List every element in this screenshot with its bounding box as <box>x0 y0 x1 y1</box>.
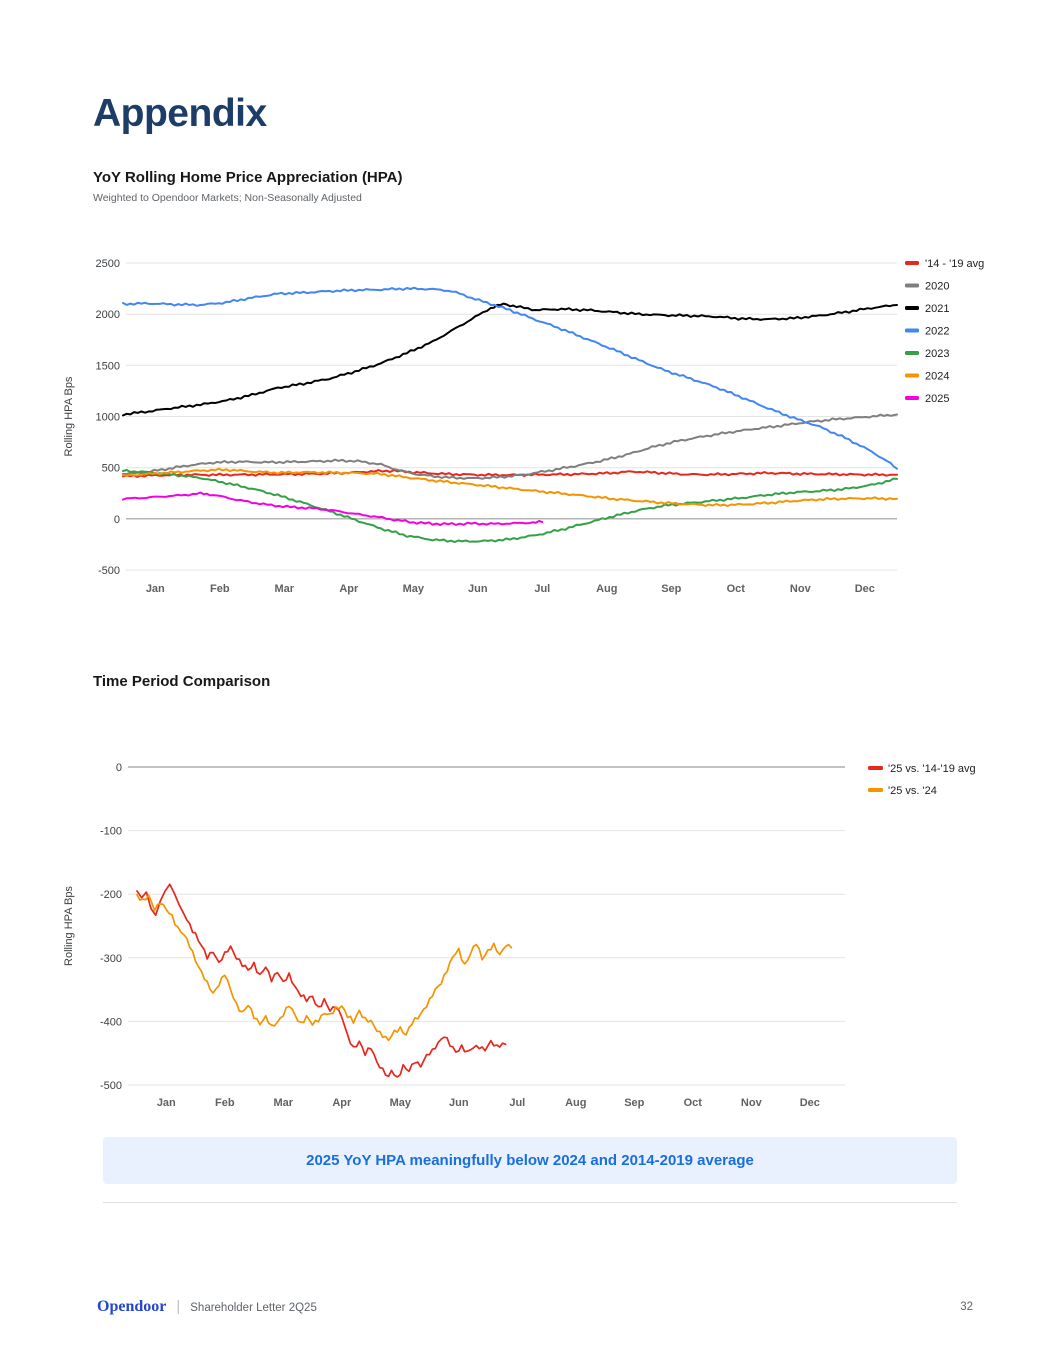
x-tick-label: Jun <box>468 583 488 595</box>
y-tick-label: -100 <box>99 825 122 838</box>
legend-label: 2022 <box>925 325 950 338</box>
y-tick-label: 0 <box>113 513 120 526</box>
series-line-25-vs-14-19-avg <box>137 884 506 1077</box>
x-tick-label: Feb <box>215 1097 235 1109</box>
legend-swatch <box>905 351 919 355</box>
x-tick-label: Sep <box>624 1097 645 1109</box>
x-tick-label: Aug <box>596 583 618 595</box>
legend-swatch <box>905 284 919 288</box>
chart1-subtitle: Weighted to Opendoor Markets; Non-Seasonally Adjusted <box>93 192 362 204</box>
y-tick-label: 2500 <box>95 258 120 270</box>
legend-label: 2020 <box>925 280 950 293</box>
x-tick-label: Apr <box>332 1097 352 1109</box>
x-tick-label: Nov <box>740 1097 762 1109</box>
x-tick-label: Nov <box>789 583 811 595</box>
footer-separator: | <box>176 1298 181 1315</box>
footer <box>97 1298 317 1316</box>
x-tick-label: May <box>389 1097 412 1109</box>
chart2-title: Time Period Comparison <box>93 673 271 690</box>
x-tick-label: Jan <box>145 583 165 595</box>
x-tick-label: Apr <box>339 583 359 595</box>
comparison-line-chart <box>0 740 1055 1130</box>
chart1-title: YoY Rolling Home Price Appreciation (HPA) <box>93 169 403 186</box>
x-tick-label: May <box>402 583 425 595</box>
legend-label: '14 - '19 avg <box>925 258 985 270</box>
legend-swatch <box>868 766 883 770</box>
y-tick-label: 1500 <box>95 360 120 373</box>
series-line-2025 <box>123 493 542 526</box>
x-tick-label: Jul <box>509 1097 526 1109</box>
legend-swatch <box>905 261 919 265</box>
hpa-line-chart <box>0 240 1055 620</box>
series-line-2021 <box>123 304 897 416</box>
y-tick-label: -200 <box>99 889 122 902</box>
legend-label: '25 vs. '24 <box>888 785 937 797</box>
y-tick-label: -500 <box>97 565 120 577</box>
footer-document-title: Shareholder Letter 2Q25 <box>190 1302 317 1314</box>
series-line-2020 <box>123 415 897 479</box>
series-line-25-vs-24 <box>137 895 511 1041</box>
legend-label: '25 vs. '14-'19 avg <box>888 763 976 775</box>
footer-divider <box>103 1202 957 1203</box>
x-tick-label: Jul <box>534 583 551 595</box>
y-axis-title: Rolling HPA Bps <box>63 886 75 966</box>
legend-swatch <box>905 329 919 333</box>
legend-swatch <box>905 396 919 400</box>
legend-label: 2023 <box>925 348 950 360</box>
series-line-2022 <box>123 288 897 469</box>
x-tick-label: Mar <box>274 583 295 595</box>
page-number: 32 <box>960 1301 973 1313</box>
legend-label: 2021 <box>925 303 950 315</box>
y-tick-label: -300 <box>99 952 122 965</box>
y-axis-title: Rolling HPA Bps <box>63 376 75 457</box>
y-tick-label: -400 <box>99 1016 122 1029</box>
x-tick-label: Jan <box>156 1097 176 1109</box>
y-tick-label: 0 <box>115 762 122 774</box>
y-tick-label: 1000 <box>95 411 120 424</box>
y-tick-label: -500 <box>99 1080 122 1092</box>
x-tick-label: Aug <box>565 1097 587 1109</box>
x-tick-label: Mar <box>273 1097 294 1109</box>
legend-swatch <box>868 788 883 792</box>
callout-text: 2025 YoY HPA meaningfully below 2024 and 2014-2019 average <box>306 1152 754 1169</box>
x-tick-label: Oct <box>683 1097 702 1109</box>
legend-label: 2024 <box>925 370 950 383</box>
page-title: Appendix <box>93 92 267 135</box>
x-tick-label: Dec <box>854 583 875 595</box>
x-tick-label: Dec <box>799 1097 820 1109</box>
legend-label: 2025 <box>925 393 950 405</box>
callout-banner <box>103 1137 957 1184</box>
y-tick-label: 2000 <box>95 309 120 322</box>
x-tick-label: Jun <box>449 1097 469 1109</box>
y-tick-label: 500 <box>101 462 120 475</box>
x-tick-label: Feb <box>210 583 230 595</box>
legend-swatch <box>905 374 919 378</box>
series-line-2023 <box>123 470 897 542</box>
x-tick-label: Sep <box>661 583 682 595</box>
legend-swatch <box>905 306 919 310</box>
brand-wordmark: Opendoor <box>97 1298 167 1315</box>
x-tick-label: Oct <box>726 583 745 595</box>
